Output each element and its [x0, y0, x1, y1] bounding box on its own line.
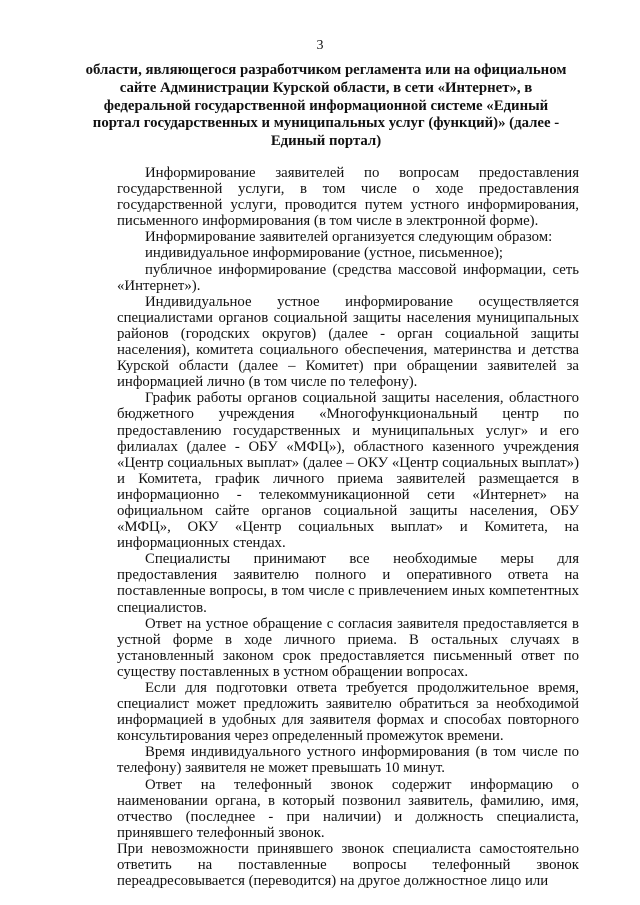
paragraph-time-limit: Время индивидуального устного информирования (в том числе по телефону) заявителя не может превышать 10 минут. [117, 744, 579, 777]
paragraph-informing: Информирование заявителей по вопросам предоставления государственной услуги, в том числе о ходе предоставления государственной услуги, проводится путем устного информирования, письменного информирования (в том числе в электронной форме). [117, 165, 579, 230]
paragraph-individual-list-item: индивидуальное информирование (устное, письменное); [145, 245, 503, 262]
paragraph-oral-response: Ответ на устное обращение с согласия заявителя предоставляется в устной форме в ходе личного приема. В остальных случаях в установленный законом срок предоставляется письменный ответ по существу поставленных в устном обращении вопросах. [117, 615, 579, 680]
paragraph-public-list-item: публичное информирование (средства массовой информации, сеть «Интернет»). [117, 261, 579, 294]
paragraph-redirect: При невозможности принявшего звонок специалиста самостоятельно ответить на поставленные вопросы телефонный звонок переадресовывается (переводится) на другое должностное лицо или [117, 840, 579, 890]
section-heading: области, являющегося разработчиком регламента или на официальном сайте Администрации Курской области, в сети «Интернет», в федеральной государственной информационной системе «Единый портал государственных и муниципальных услуг (функций)» (далее - Единый портал) [85, 62, 567, 150]
paragraph-phone-response: Ответ на телефонный звонок содержит информацию о наименовании органа, в который позвонил заявитель, фамилию, имя, отчество (последнее - при наличии) и должность специалиста, принявшего телефонный звонок. [117, 776, 579, 841]
paragraph-organization: Информирование заявителей организуется следующим образом: [145, 229, 553, 246]
paragraph-work-schedule: График работы органов социальной защиты населения, областного бюджетного учреждения «Многофункциональный центр по предоставлению государственных и муниципальных услуг» и его филиалах (далее - ОБУ «МФЦ»), областного казенного учреждения «Центр социальных выплат» (далее – ОКУ «Центр социальных выплат») и Комитета, график личного приема заявителей размещается в информационно - телекоммуникационной сети «Интернет» на официальном сайте органов социальной защиты населения, ОБУ «МФЦ», ОКУ «Центр социальных выплат» и Комитета, на информационных стендах. [117, 390, 579, 552]
paragraph-specialists: Специалисты принимают все необходимые меры для предоставления заявителю полного и оперативного ответа на поставленные вопросы, в том числе с привлечением иных компетентных специалистов. [117, 551, 579, 616]
page-number: 3 [316, 38, 324, 53]
paragraph-long-preparation: Если для подготовки ответа требуется продолжительное время, специалист может предложить заявителю обратиться за необходимой информацией в удобных для заявителя формах и способах повторного консультирования через определенный промежуток времени. [117, 680, 579, 745]
paragraph-individual-oral: Индивидуальное устное информирование осуществляется специалистами органов социальной защиты населения муниципальных районов (городских округов) (далее - орган социальной защиты населения), комитета социального обеспечения, материнства и детства Курской области (далее – Комитет) при обращении заявителей за информацией лично (в том числе по телефону). [117, 293, 579, 391]
document-body [117, 165, 579, 889]
